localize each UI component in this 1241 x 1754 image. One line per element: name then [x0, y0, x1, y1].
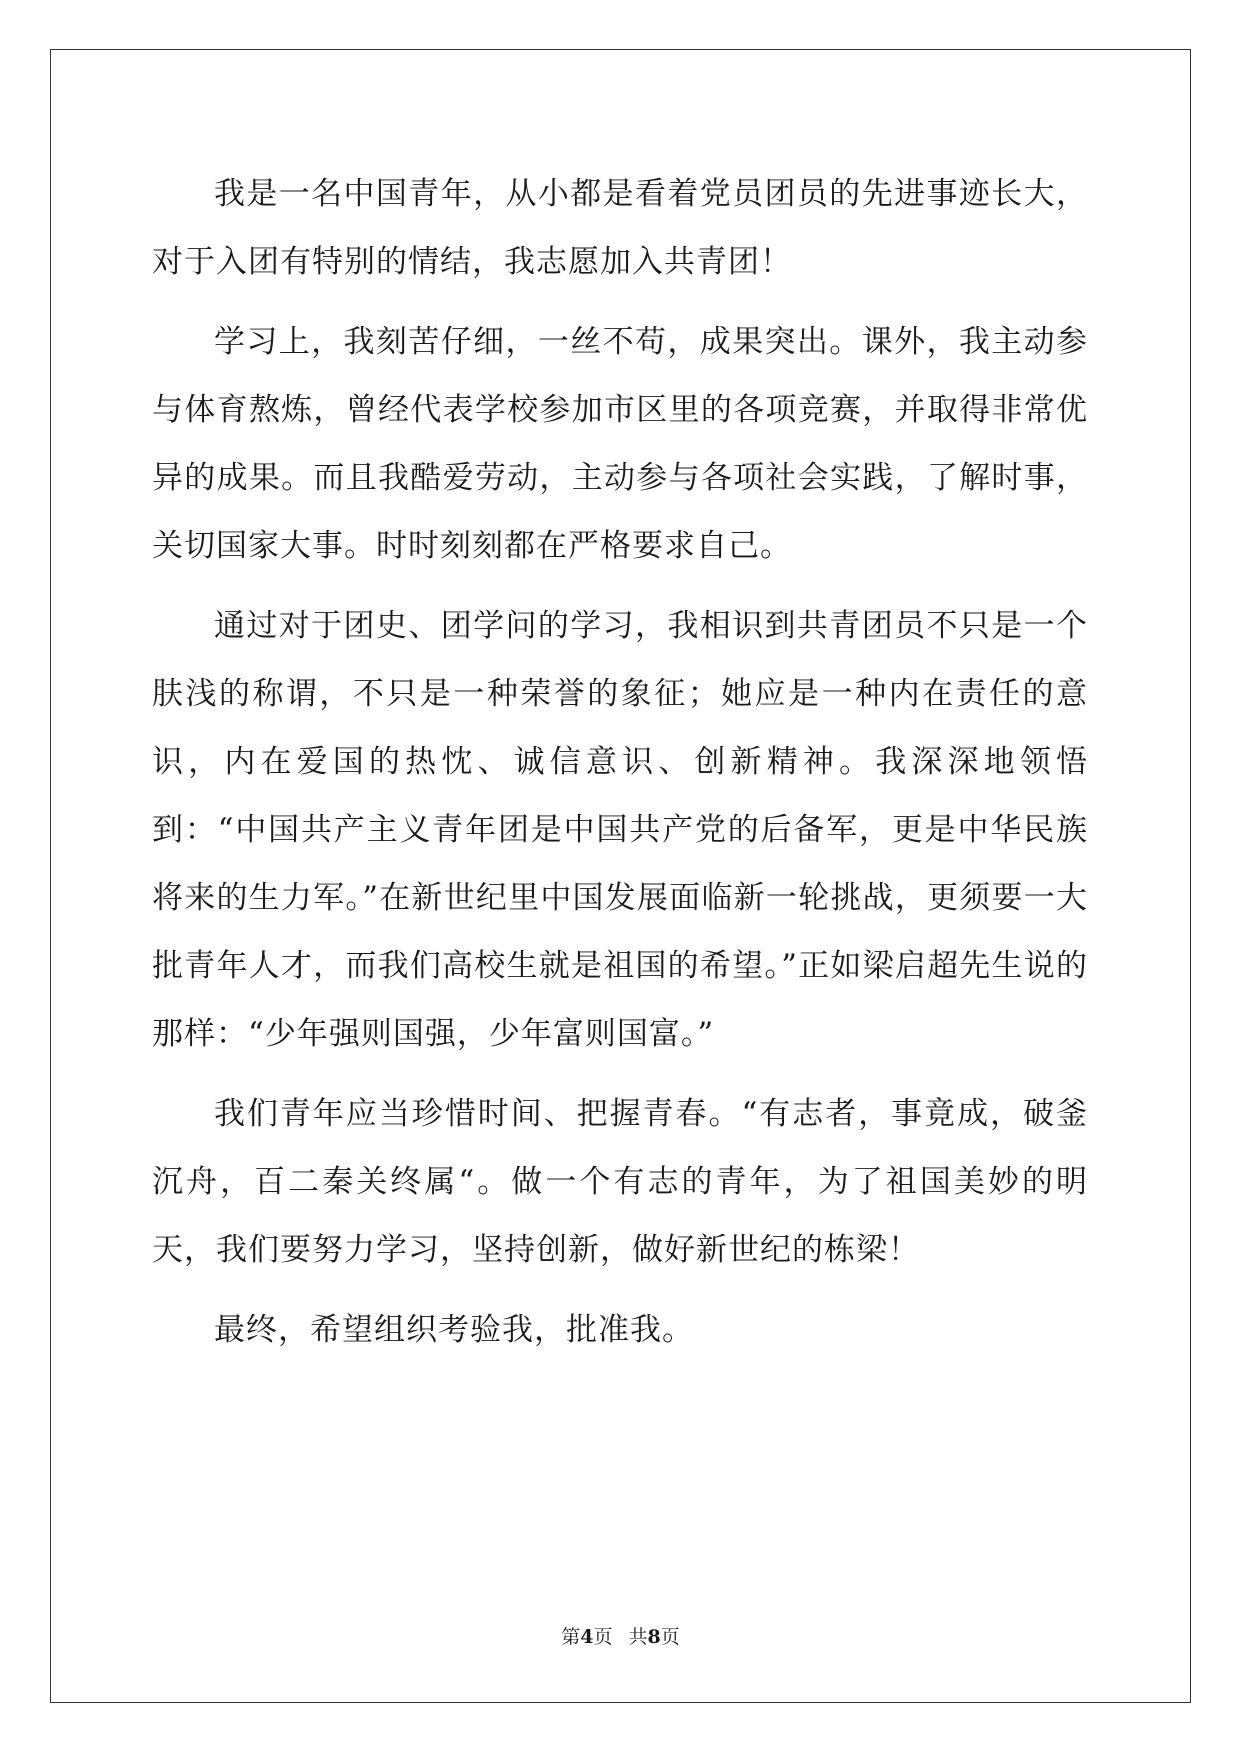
total-unit: 页 — [660, 1626, 680, 1648]
paragraph-1: 我是一名中国青年，从小都是看着党员团员的先进事迹长大，对于入团有特别的情结，我志愿加入共青团！ — [152, 176, 1088, 280]
document-body — [152, 160, 1088, 1364]
paragraph-2: 学习上，我刻苦仔细，一丝不苟，成果突出。课外，我主动参与体育熬炼，曾经代表学校参加市区里的各项竞赛，并取得非常优异的成果。而且我酷爱劳动，主动参与各项社会实践，了解时事，关切国家大事。时时刻刻都在严格要求自己。 — [152, 324, 1088, 564]
paragraph-3: 通过对于团史、团学问的学习，我相识到共青团员不只是一个肤浅的称谓，不只是一种荣誉的象征；她应是一种内在责任的意识，内在爱国的热忱、诚信意识、创新精神。我深深地领悟到：“中国共产主义青年团是中国共产党的后备军，更是中华民族将来的生力军。”在新世纪里中国发展面临新一轮挑战，更须要一大批青年人才，而我们高校生就是祖国的希望。”正如梁启超先生说的那样：“少年强则国强，少年富则国富。” — [152, 608, 1088, 1052]
current-page-number: 4 — [580, 1626, 594, 1648]
page-prefix: 第 — [561, 1626, 581, 1648]
page-unit: 页 — [593, 1626, 613, 1648]
total-pages-number: 8 — [647, 1626, 661, 1648]
paragraph-4: 我们青年应当珍惜时间、把握青春。“有志者，事竟成，破釜沉舟，百二秦关终属“。做一个有志的青年，为了祖国美妙的明天，我们要努力学习，坚持创新，做好新世纪的栋梁！ — [152, 1096, 1088, 1268]
paragraph-5: 最终，希望组织考验我，批准我。 — [214, 1312, 694, 1348]
total-prefix: 共 — [628, 1626, 648, 1648]
page-footer — [0, 1625, 1241, 1649]
